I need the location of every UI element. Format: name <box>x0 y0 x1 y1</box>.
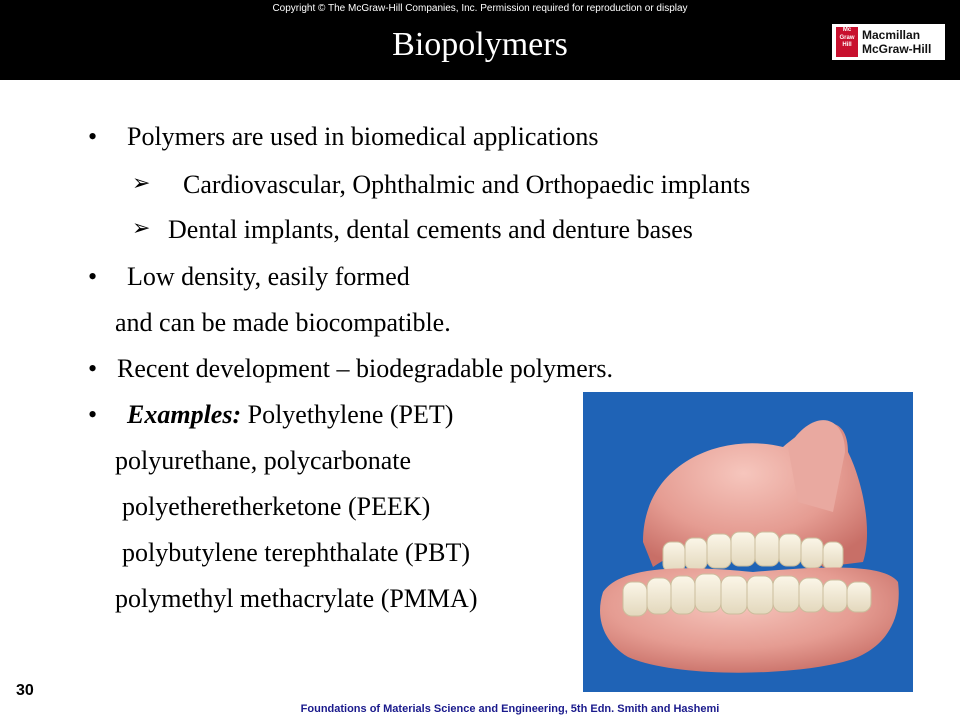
example-line: polymethyl methacrylate (PMMA) <box>115 584 478 613</box>
bullet-item-biodegradable: Recent development – biodegradable polymers. <box>117 354 614 383</box>
bullet-item-density-cont: and can be made biocompatible. <box>115 308 451 337</box>
example-line: polybutylene terephthalate (PBT) <box>122 538 471 567</box>
example-line: polyetheretherketone (PEEK) <box>122 492 431 521</box>
publisher-logo <box>832 24 945 60</box>
bullet-icon: • <box>88 354 98 383</box>
bullet-item-applications: Polymers are used in biomedical applications <box>127 122 599 151</box>
bullet-icon: • <box>88 122 98 151</box>
denture-illustration <box>583 392 913 692</box>
denture-photo <box>583 392 913 692</box>
sub-item-dental: Dental implants, dental cements and denture bases <box>168 215 693 244</box>
title-bar <box>0 0 960 80</box>
arrow-bullet-icon: ➢ <box>132 171 151 196</box>
logo-mark: Mc Graw Hill <box>836 27 858 57</box>
slide-title: Biopolymers <box>392 26 568 63</box>
bullet-item-density: Low density, easily formed <box>127 262 410 291</box>
sub-item-implants: Cardiovascular, Ophthalmic and Orthopaedic implants <box>183 170 751 199</box>
arrow-bullet-icon: ➢ <box>132 216 151 241</box>
logo-text: Macmillan McGraw-Hill <box>862 28 932 56</box>
bullet-icon: • <box>88 262 98 291</box>
slide-number: 30 <box>16 682 34 699</box>
bullet-icon: • <box>88 400 98 429</box>
footer-citation: Foundations of Materials Science and Engineering, 5th Edn. Smith and Hashemi <box>300 703 720 715</box>
examples-first: Polyethylene (PET) <box>241 400 454 429</box>
example-line: polyurethane, polycarbonate <box>115 446 411 475</box>
examples-label: Examples: <box>127 400 242 429</box>
bullet-item-examples <box>127 400 453 430</box>
copyright-notice: Copyright © The McGraw-Hill Companies, Inc. Permission required for reproduction or display <box>272 3 688 14</box>
